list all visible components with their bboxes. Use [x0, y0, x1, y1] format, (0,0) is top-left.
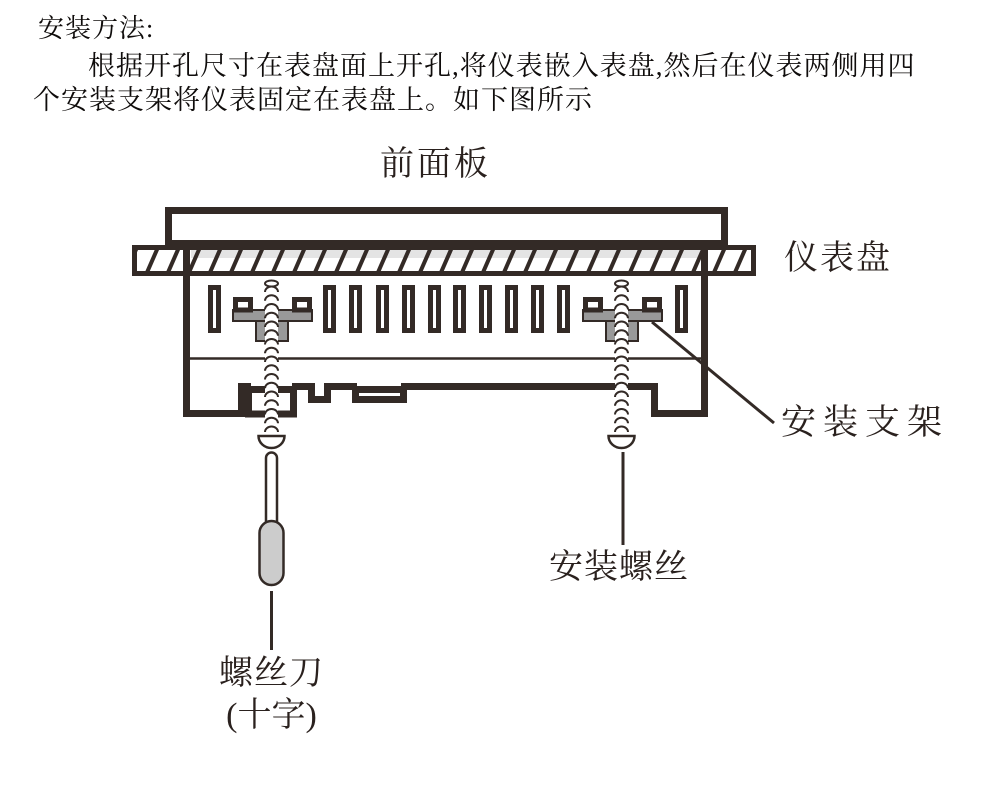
- instrument-panel-bar: [124, 245, 768, 277]
- screwdriver-label: 螺丝刀: [219, 655, 324, 692]
- screwdriver-type-label: (十字): [226, 697, 317, 734]
- mounting-screw-right: [609, 281, 635, 449]
- instrument-panel-label: 仪表盘: [784, 240, 892, 277]
- mounting-screw-label: 安装螺丝: [549, 549, 689, 586]
- section-heading: 安装方法:: [38, 14, 155, 43]
- intro-text-line-1: 根据开孔尺寸在表盘面上开孔,将仪表嵌入表盘,然后在仪表两侧用四: [88, 51, 916, 81]
- front-panel-label: 前面板: [380, 146, 491, 183]
- mounting-bracket-label: 安装支架: [781, 403, 950, 442]
- mounting-screw-left: [259, 281, 285, 449]
- phillips-screwdriver: [260, 453, 284, 586]
- intro-text-line-2: 个安装支架将仪表固定在表盘上。如下图所示: [33, 85, 593, 115]
- front-panel-bezel: [169, 211, 725, 244]
- label-leader-lines: [272, 322, 775, 650]
